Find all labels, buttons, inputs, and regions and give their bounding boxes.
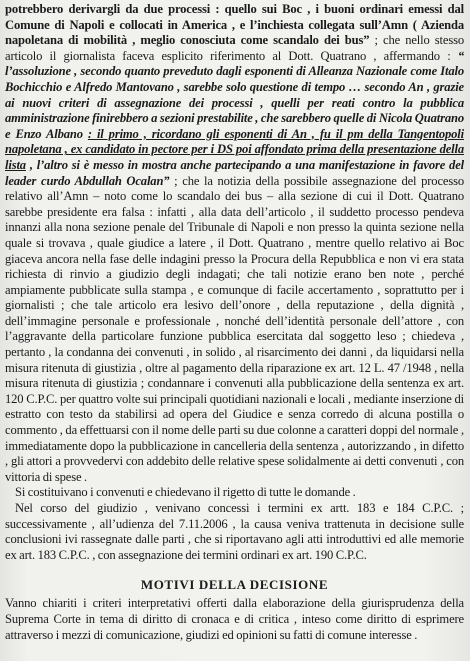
body-text-2 (5, 596, 464, 643)
text-run: “ l’assoluzione , secondo quanto preveduto dagli esponenti di Alleanza Nazionale come Italo Bochicchio e Alfredo Mantovano , sarebbe solo questione di tempo … secondo An , grazie ai nuovi criteri di assegnazione dei processi , quelli per reati contro la pubblica amministrazione finirebbero a sezioni prestabilite , che sarebbero quelle di Nicola Quatrano e Enzo Albano (5, 48, 464, 141)
body-text (5, 2, 464, 563)
paragraph-4 (5, 596, 464, 643)
paragraph-2 (5, 485, 464, 501)
text-run: Vanno chiariti i criteri interpretativi offerti dalla elaborazione della giurisprudenza della Suprema Corte in tema di diritto di cronaca e di critica , inteso come diritto di esprimere attraverso i mezzi di comunicazione, giudizi ed opinioni su fatti di comune interesse . (5, 596, 464, 642)
text-run: ; che nello stesso articolo il giornalista faceva esplicito riferimento al Dott. Quatrano , affermando : (5, 33, 464, 63)
text-run: Si costituivano i convenuti e chiedevano il rigetto di tutte le domande . (15, 485, 356, 500)
text-run: potrebbero derivargli da due processi : quello sui Boc , i buoni ordinari emessi dal Comune di Napoli e collocati in America , e l’inchiesta collegata sull’Amn ( Azienda napoletana di mobilità , meglio conosciuta come scandalo dei bus” (5, 2, 464, 48)
text-run: ; che la notizia della possibile assegnazione del processo relativo all’Amn – noto come lo scandalo dei bus – alla sezione di cui il Dott. Quatrano sarebbe presidente era falsa : infatti , alla data dell’articolo , il suddetto processo pendeva innanzi alla nona sezione penale del Tribunale di Napoli e non presso la quinta sezione nella quale si trovava , quale giudice a latere , il Dott. Quatrano , mentre quello relativo ai Boc giaceva ancora nella fase delle indagini presso la Procura della Repubblica e non vi era stata richiesta di rinvio a giudizio degli indagati; che tali notizie erano ben note , perché ampiamente pubblicate sulla stampa , e comunque di facile accertamento , soprattutto per i giornalisti ; che tale articolo era lesivo dell’onore , della reputazione , della dignità , dell’immagine personale e professionale , nonché dell’identità personale dell’attore , con l’aggravante della particolare funzione pubblica esercitata dal soggetto leso ; chiedeva , pertanto , la condanna dei convenuti , in solido , al risarcimento dei danni , da liquidarsi nella misura ritenuta di giustizia , oltre al pagamento della riparazione ex art. 12 L. 47 /1948 , nella misura ritenuta di giustizia ; condannare i convenuti alla pubblicazione della sentenza ex art. 120 C.P.C. per quattro volte sui principali quotidiani nazionali e locali , mediante inserzione di estratto con testo da stabilirsi ad opera del Giudice e senza corredo di alcuna postilla o commento , da effettuarsi con il nome delle parti su due colonne a caratteri doppi del normale , immediatamente dopo la pubblicazione in cancelleria della sentenza , autorizzando , in difetto , gli attori a provvedervi con addebito delle relative spese solidalmente ai detti convenuti , con vittoria di spese . (5, 173, 464, 484)
text-run: , l’altro si è messo in mostra anche partecipando a una manifestazione in favore del leader curdo Abdullah Ocalan” (5, 157, 464, 188)
text-run: : il primo , ricordano gli esponenti di An , fu il pm della Tangentopoli napoletana , ex candidato in pectore per i DS poi affondato prima della presentazione della lista (5, 126, 464, 172)
text-run: Nel corso del giudizio , venivano concessi i termini ex artt. 183 e 184 C.P.C. ; successivamente , all’udienza del 7.11.2006 , la causa veniva trattenuta in decisione sulle conclusioni ivi rassegnate dalle parti , che si riportavano agli atti introduttivi ed alle memorie ex art. 183 C.P.C. , con assegnazione dei termini ordinari ex art. 190 C.P.C. (5, 501, 464, 562)
paragraph-3 (5, 501, 464, 563)
paragraph-1 (5, 2, 464, 485)
section-heading: MOTIVI DELLA DECISIONE (140, 577, 329, 593)
